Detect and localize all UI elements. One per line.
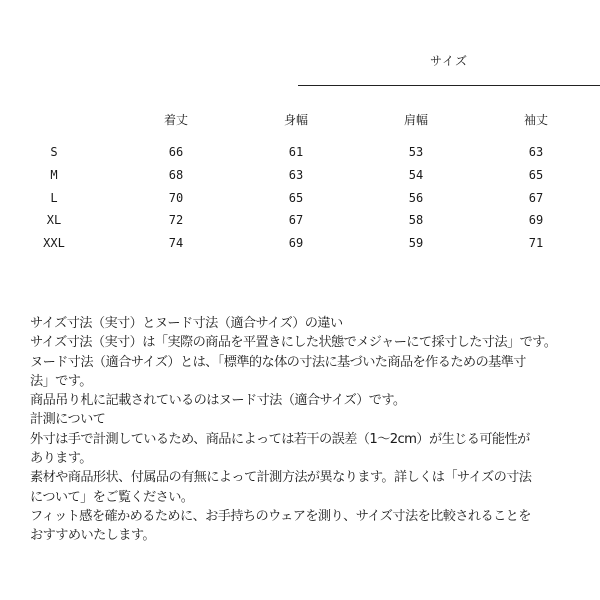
table-cell: 59 — [408, 236, 424, 250]
table-cell: 71 — [528, 236, 544, 250]
table-cell: 53 — [408, 145, 424, 159]
table-cell: 63 — [528, 145, 544, 159]
table-cell: 67 — [288, 213, 304, 227]
table-cell: 65 — [288, 191, 304, 205]
note-line: ヌード寸法（適合サイズ）とは、「標準的な体の寸法に基づいた商品を作るための基準寸 — [30, 354, 526, 370]
header-divider — [298, 85, 600, 86]
note-line: 外寸は手で計測しているため、商品によっては若干の誤差（1～2cm）が生じる可能性が — [30, 431, 530, 447]
column-header-shoulder-width: 肩幅 — [403, 113, 428, 127]
note-line: フィット感を確かめるために、お手持ちのウェアを測り、サイズ寸法を比較されることを — [30, 508, 531, 524]
size-table-caption: サイズ — [430, 54, 469, 68]
table-cell: 56 — [408, 191, 424, 205]
table-cell: 65 — [528, 168, 544, 182]
note-line: について」をご覧ください。 — [30, 489, 194, 505]
table-cell: 58 — [408, 213, 424, 227]
table-cell: 72 — [168, 213, 184, 227]
table-cell: 67 — [528, 191, 544, 205]
table-cell: 74 — [168, 236, 184, 250]
table-cell: 69 — [528, 213, 544, 227]
note-line: サイズ寸法（実寸）は「実際の商品を平置きにした状態でメジャーにて採寸した寸法」です。 — [30, 335, 557, 351]
table-cell: 70 — [168, 191, 184, 205]
table-cell: 54 — [408, 168, 424, 182]
column-header-chest-width: 身幅 — [283, 113, 308, 127]
table-cell: 68 — [168, 168, 184, 182]
note-line: おすすめいたします。 — [30, 528, 155, 544]
row-label-l: L — [50, 191, 58, 205]
row-label-s: S — [50, 145, 58, 159]
column-header-length: 着丈 — [163, 113, 188, 127]
table-cell: 69 — [288, 236, 304, 250]
table-cell: 63 — [288, 168, 304, 182]
row-label-xl: XL — [46, 213, 62, 227]
note-line: 商品吊り札に記載されているのはヌード寸法（適合サイズ）です。 — [30, 393, 406, 409]
row-label-m: M — [50, 168, 58, 182]
column-header-sleeve-length: 袖丈 — [523, 113, 548, 127]
note-line: 素材や商品形状、付属品の有無によって計測方法が異なります。詳しくは「サイズの寸法 — [30, 470, 532, 486]
row-label-xxl: XXL — [43, 236, 65, 250]
note-line: 計測について — [30, 412, 106, 428]
table-cell: 66 — [168, 145, 184, 159]
note-line: あります。 — [30, 451, 92, 467]
table-cell: 61 — [288, 145, 304, 159]
size-notes — [30, 314, 590, 546]
note-line: サイズ寸法（実寸）とヌード寸法（適合サイズ）の違い — [30, 316, 343, 331]
note-line: 法」です。 — [30, 373, 92, 389]
